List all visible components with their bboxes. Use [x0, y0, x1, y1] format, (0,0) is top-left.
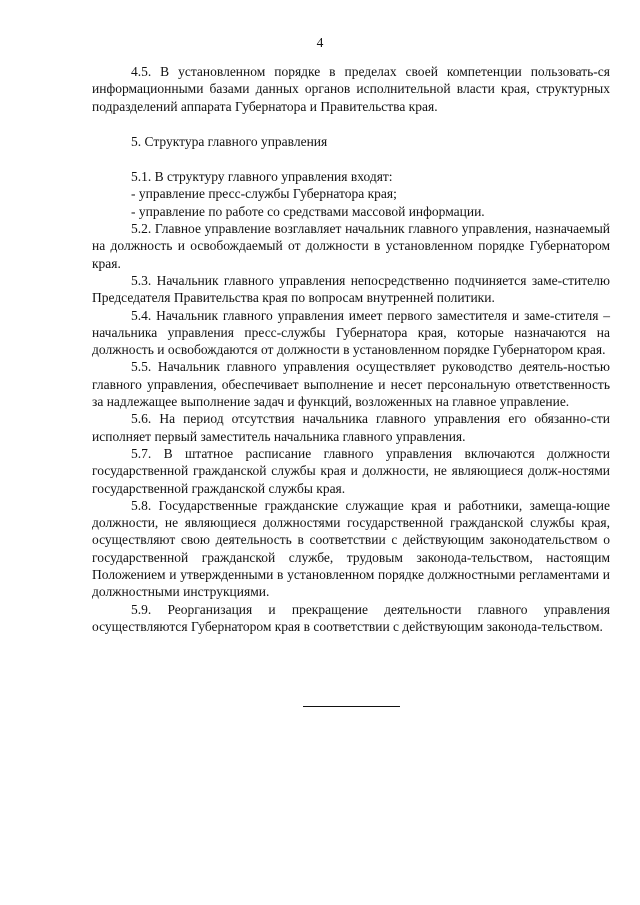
end-of-document-rule — [303, 706, 400, 707]
paragraph-5-3: 5.3. Начальник главного управления непосредственно подчиняется заме-стителю Председателя Правительства края по вопросам внутренней политики. — [92, 272, 610, 306]
paragraph-5-8: 5.8. Государственные гражданские служащие края и работники, замеща-ющие должности, не являющиеся должностями государственной гражданской службы края, осуществляют свою деятельность в соответствии с действующим законодательством о государственной гражданской службе, трудовым законода-тельством, настоящим Положением и утвержденными в установленном порядке должностными регламентами и должностными инструкциями. — [92, 497, 610, 600]
paragraph-5-2: 5.2. Главное управление возглавляет начальник главного управления, назначаемый на должность и освобождаемый от должности в установленном порядке Губернатором края. — [92, 221, 610, 271]
page-number: 4 — [316, 35, 324, 50]
paragraph-5-1: 5.1. В структуру главного управления входят: — [131, 169, 393, 185]
paragraph-5-6: 5.6. На период отсутствия начальника главного управления его обязанно-сти исполняет первый заместитель начальника главного управления. — [92, 411, 610, 444]
paragraph-5-5: 5.5. Начальник главного управления осуществляет руководство деятель-ностью главного управления, обеспечивает выполнение и несет персональную ответственность за надлежащее выполнение задач и функций, возложенных на главное управление. — [92, 359, 610, 410]
section-heading-structure: 5. Структура главного управления — [131, 133, 328, 149]
list-item-press-service: - управление пресс-службы Губернатора края; — [131, 186, 397, 202]
paragraph-5-7: 5.7. В штатное расписание главного управления включаются должности государственной гражданской службы края и должности, не являющиеся долж-ностями государственной гражданской службы края. — [92, 445, 610, 496]
paragraph-5-4: 5.4. Начальник главного управления имеет первого заместителя и заме-стителя – начальника управления пресс-службы Губернатора края, которые назначаются на должность и освобождаются от должности в установленном порядке Губернатором края. — [92, 307, 610, 358]
list-item-media-relations: - управление по работе со средствами массовой информации. — [131, 203, 485, 219]
document-body — [92, 63, 610, 635]
paragraph-4-5: 4.5. В установленном порядке в пределах своей компетенции пользовать-ся информационными базами данных органов исполнительной власти края, структурных подразделений аппарата Губернатора и Правительства края. — [92, 64, 610, 114]
paragraph-5-9: 5.9. Реорганизация и прекращение деятельности главного управления осуществляются Губернатором края в соответствии с действующим законода-тельством. — [92, 601, 610, 634]
